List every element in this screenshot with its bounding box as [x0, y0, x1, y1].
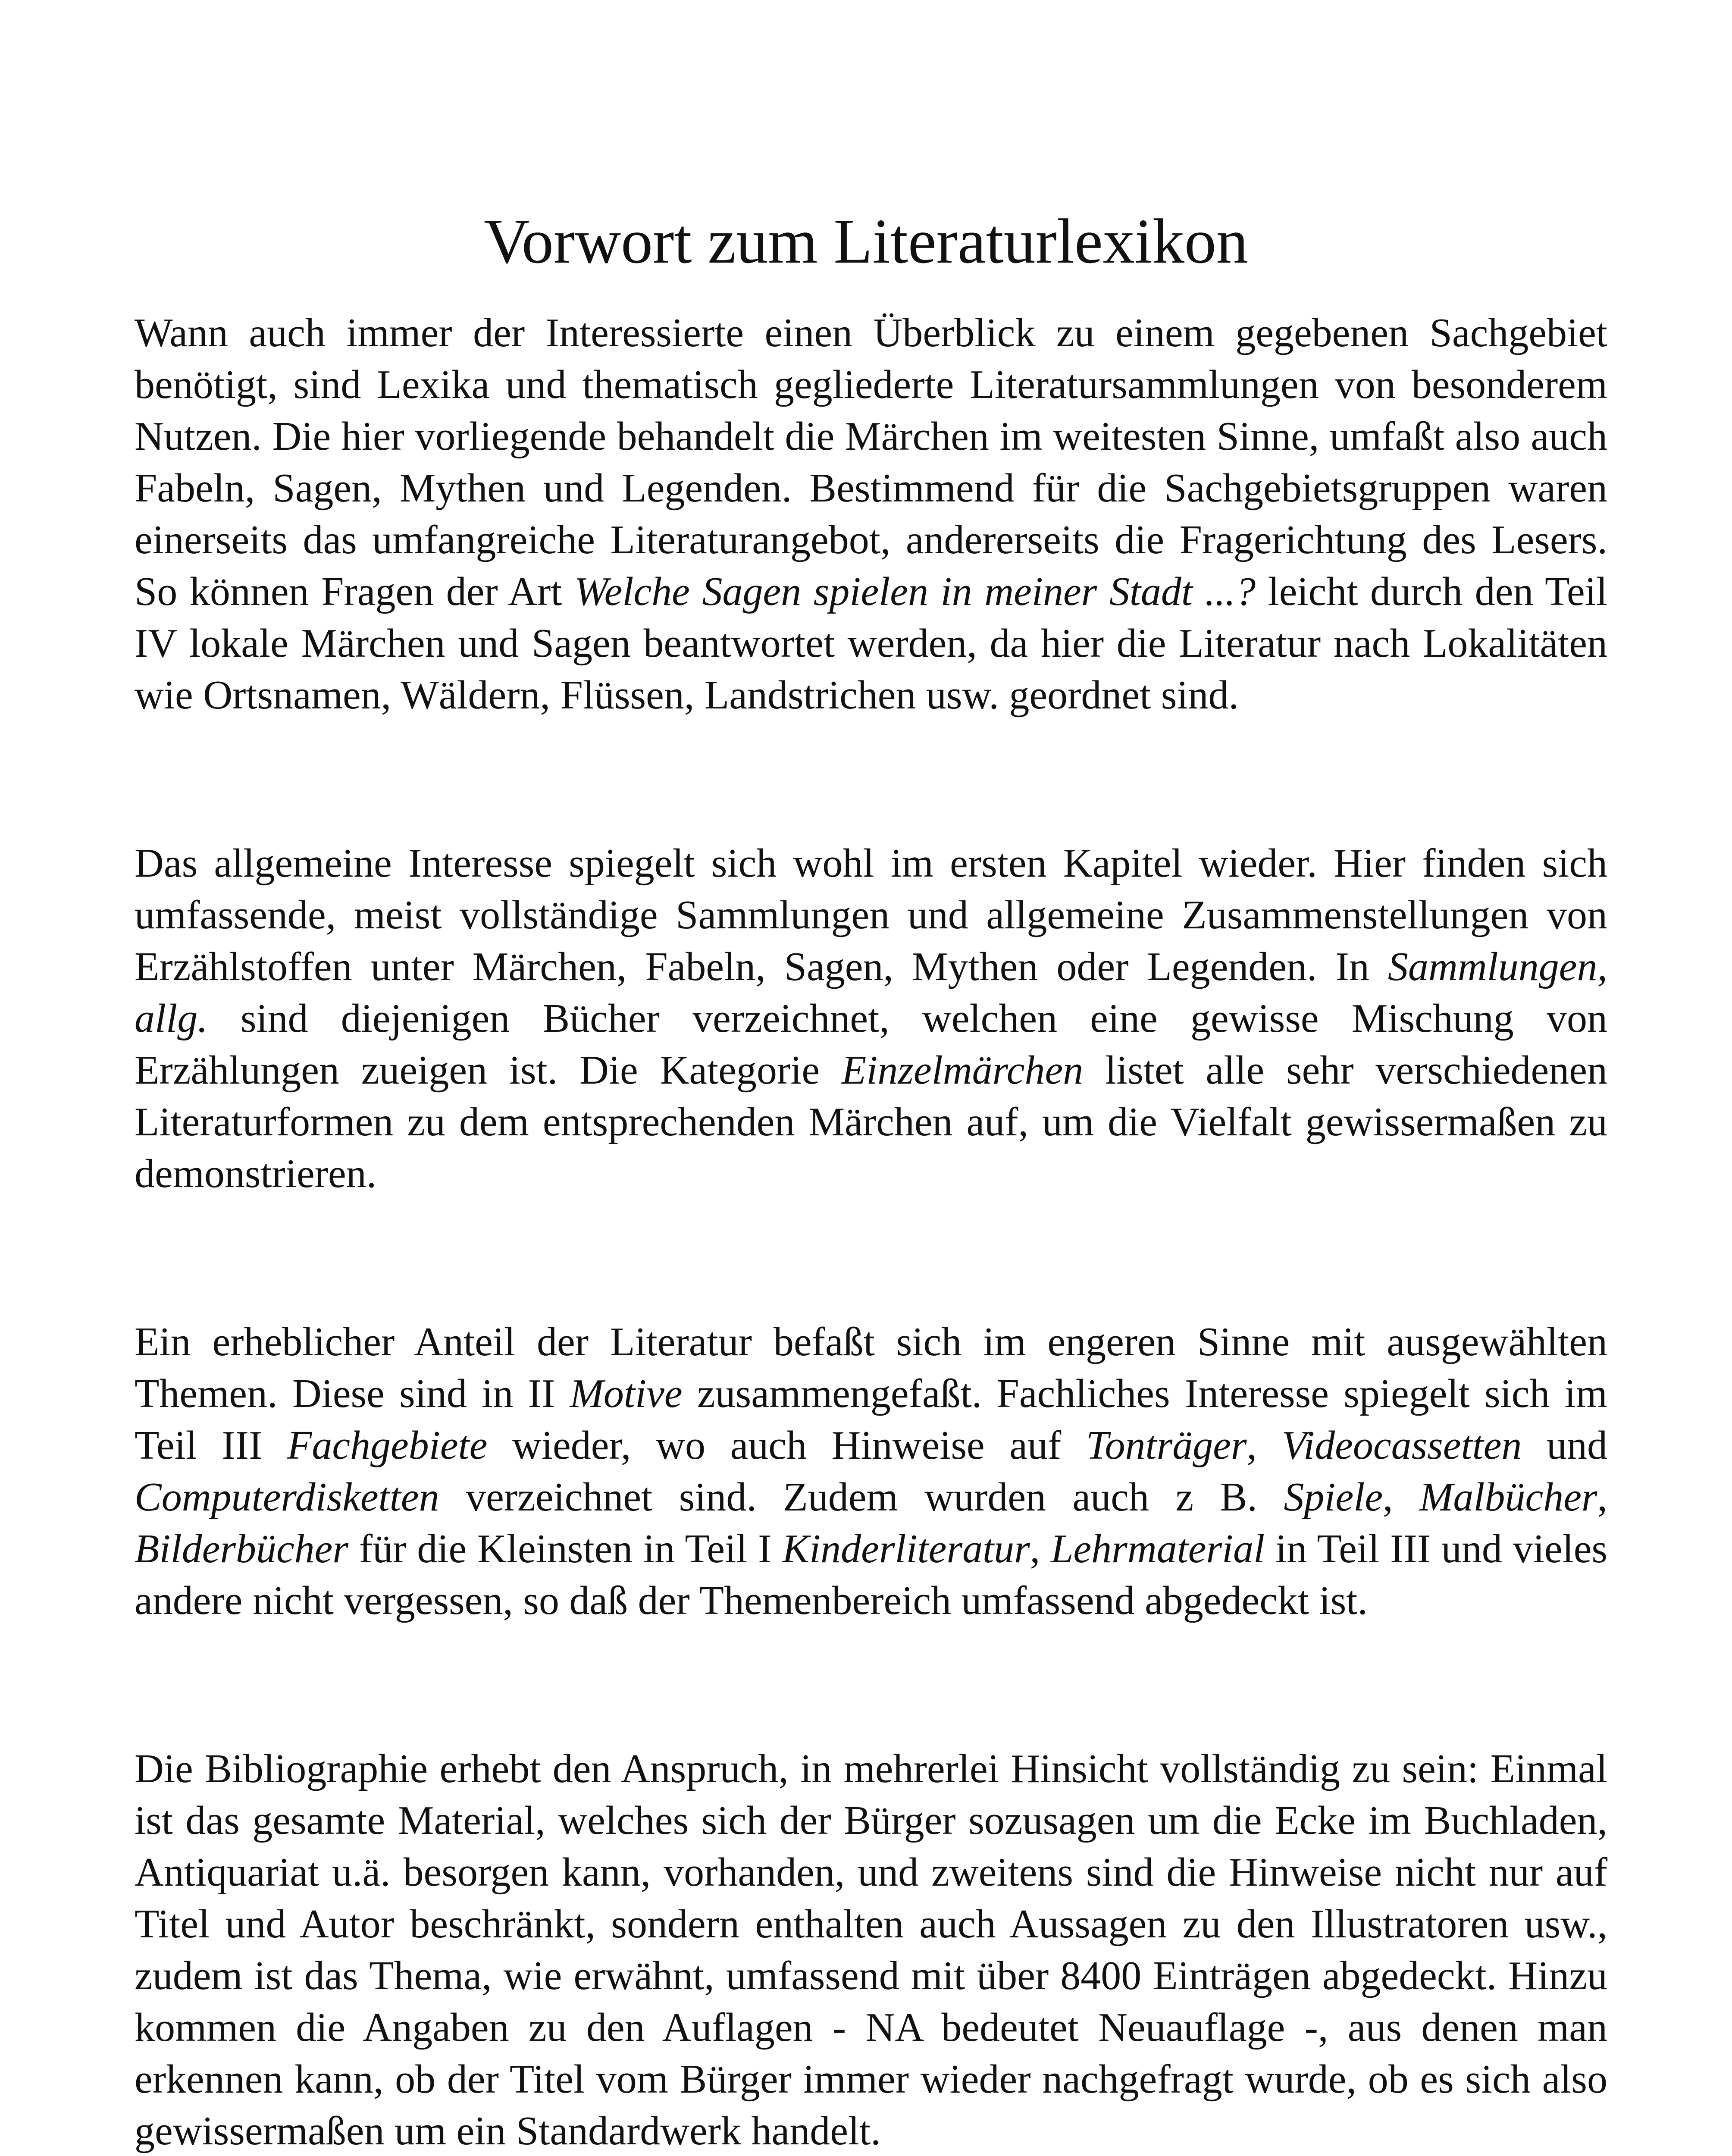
text-run: Wann auch immer der Interessierte einen Überblick zu einem gegebenen Sachgebiet benötigt, sind Lexika und thematisch gegliederte Literatursammlungen von besonderem Nutzen. Die hier vorliegende behandelt die Märchen im weitesten Sinne, umfaßt also auch Fabeln, Sagen, Mythen und Legenden. Bestimmend für die Sachgebietsgruppen waren einerseits das umfangreiche Literaturangebot, andererseits die Fragerichtung des Lesers. So können Fragen der Art — [135, 310, 1607, 614]
text-run: sind diejenigen Bücher verzeichnet, welchen eine gewisse Mischung von Erzählungen zueigen ist. Die Kategorie — [135, 996, 1607, 1093]
text-run: verzeichnet sind. Zudem wurden auch z B. — [439, 1475, 1284, 1520]
page-title: Vorwort zum Literaturlexikon — [484, 206, 1248, 277]
text-run: wieder, wo auch Hinweise auf — [487, 1423, 1086, 1468]
italic-term: Malbücher — [1419, 1475, 1597, 1520]
italic-term: Sammlungen, allg. — [135, 944, 1607, 1041]
text-run: , — [1383, 1475, 1420, 1520]
text-run: listet alle sehr verschiedenen Literaturformen zu dem entsprechenden Märchen auf, um die Vielfalt gewissermaßen zu demonstrieren. — [135, 1048, 1607, 1196]
italic-term: Videocassetten — [1281, 1423, 1522, 1468]
paragraph-4 — [135, 1743, 1607, 2156]
text-run: und — [1522, 1423, 1608, 1468]
text-run: für die Kleinsten in Teil I — [348, 1526, 783, 1571]
italic-term: Tonträger — [1086, 1423, 1247, 1468]
italic-term: Computerdisketten — [135, 1475, 439, 1520]
italic-term: Spiele — [1284, 1475, 1383, 1520]
text-run: , — [1030, 1526, 1051, 1571]
text-run: Ein erheblicher Anteil der Literatur befaßt sich im engeren Sinne mit ausgewählten Themen. Diese sind in II — [135, 1319, 1607, 1416]
italic-term: Kinderliteratur — [782, 1526, 1030, 1571]
text-run: Das allgemeine Interesse spiegelt sich wohl im ersten Kapitel wieder. Hier finden sich umfassende, meist vollständige Sammlungen und allgemeine Zusammenstellungen von Erzählstoffen unter Märchen, Fabeln, Sagen, Mythen oder Legenden. In — [135, 841, 1607, 989]
text-run: , — [1247, 1423, 1282, 1468]
italic-term: Bilderbücher — [135, 1526, 348, 1571]
paragraph-2 — [135, 837, 1607, 1200]
paragraph-3 — [135, 1316, 1607, 1626]
text-run: , — [1597, 1475, 1608, 1520]
italic-term: Motive — [570, 1371, 683, 1416]
text-run: leicht durch den Teil IV lokale Märchen und Sagen beantwortet werden, da hier die Literatur nach Lokalitäten wie Ortsnamen, Wäldern, Flüssen, Landstrichen usw. geordnet sind. — [135, 569, 1607, 718]
text-run: in Teil III und vieles andere nicht vergessen, so daß der Themenbereich umfassend abgedeckt ist. — [135, 1526, 1607, 1623]
italic-term: Einzelmärchen — [841, 1048, 1084, 1093]
text-run: Die Bibliographie erhebt den Anspruch, in mehrerlei Hinsicht vollständig zu sein: Einmal ist das gesamte Material, welches sich der Bürger sozusagen um die Ecke im Buchladen, Antiquariat u.ä. besorgen kann, vorhanden, und zweitens sind die Hinweise nicht nur auf Titel und Autor beschränkt, sondern enthalten auch Aussagen zu den Illustratoren usw., zudem ist das Thema, wie erwähnt, umfassend mit über 8400 Einträgen abgedeckt. Hinzu kommen die Angaben zu den Auflagen - NA bedeutet Neuauflage -, aus denen man erkennen kann, ob der Titel vom Bürger immer wieder nachgefragt wurde, ob es sich also gewissermaßen um ein Standardwerk handelt. — [135, 1746, 1607, 2153]
italic-term: Lehrmaterial — [1051, 1526, 1265, 1571]
paragraph-1 — [135, 307, 1607, 721]
text-run: zusammengefaßt. Fachliches Interesse spiegelt sich im Teil III — [135, 1371, 1607, 1468]
body-text — [135, 307, 1607, 2156]
italic-term: Welche Sagen spielen in meiner Stadt ...? — [574, 569, 1256, 614]
italic-term: Fachgebiete — [287, 1423, 488, 1468]
